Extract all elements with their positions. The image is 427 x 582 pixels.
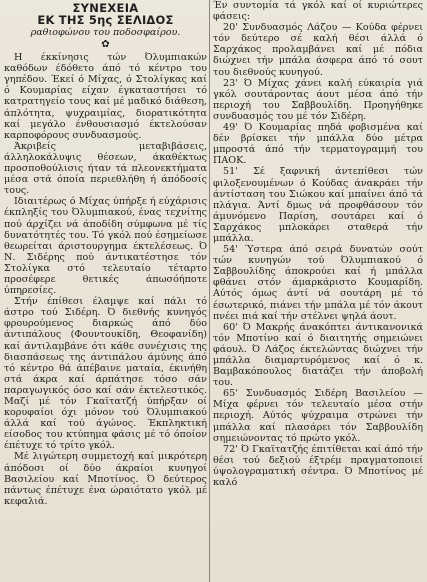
- match-event: 20' Συνδυασμός Λάζου — Κούδα φέρνει τόν δεύτερο σέ καλή θέσι άλλά ό Σαρχάκος προλαμβάνει καί μέ πόδια διώχνει τήν μπάλα άσφερα άπό τό σουτ του διεθνούς κυνηγού.: [213, 22, 423, 78]
- article-paragraph: Ιδιαιτέρως ό Μίχας ύπήρξε ή εύχάρισις έκπληξίς του Όλυμπιακού, ένας τεχνίτης πού άρχίζει νά άποδίδη σύμφωνα μέ τίς δυνατότητές του. Τό γκόλ πού έσημείωσε θεωρείται άριστουργημα έκτελέσεως. Ό Ν. Σιδέρης πού άντικατέστησε τόν Στολίγκα στό τελευταίο τέταρτο προσέφερε θετικές άπωσόήποτε ύπηρεσίες.: [4, 196, 207, 297]
- column-rule: [209, 0, 210, 582]
- match-event: 60' Ό Μακρής άνακόπτει άντικανονικά τόν Μποτίνο καί ό διαιτητής σημειώνει φάουλ. Ό Λάζος έκτελώντας διώχνει τήν μπάλλα διαμαρτυρόμενος καί ό κ. Βαμβακόπουλος διατάζει τήν άποβολή του.: [213, 321, 423, 389]
- article-paragraph: Έν συντομία τά γκόλ καί οί κυριώτερες φάσεις:: [213, 0, 423, 23]
- match-event: 54' Ύστερα άπό σειρά δυνατών σούτ τών κυνηγών τού Όλυμπιακού ό Σαββουλίδης άποκρούει καί ή μπάλλα φθάνει στόν άμαρκάριστο Κουμαρίδη. Αύτός όμως άντί νά σουτάρη μέ τό έσωτερικό, πιάνει τήν μπάλα μέ τόν άκουτ πνέει πιά καί τήν στέλνει ψηλά άουτ.: [213, 244, 423, 322]
- article-paragraph: Μέ λιγώτερη συμμετοχή καί μικρότερη άπόδοσι οί δύο άκραίοι κυνηγοί Βασιλείου καί Μποτίνος. Ό δεύτερος πάντως έπέτυχε ένα ώραιότατο γκόλ μέ κεφαλιά.: [4, 451, 207, 507]
- match-event: 23' Ό Μίχας χάνει καλή εύκαιρία γιά γκόλ σουτάροντας άουτ μέσα άπό τήν περιοχή του Σαββουλίδη. Προηγήθηκε συνδυασμός του μέ τόν Σιδέρη.: [213, 77, 423, 122]
- article-paragraph: Άκριβείς μεταβιβάσεις, άλληλοκάλυψις θέσεων, άκαθέκτως προσποθούλισις ήταν τά πλεονεκτήματα μέσα στά όποία περιεθλήθη ή άπόδοσίς τους.: [4, 140, 207, 197]
- right-column: [213, 0, 423, 582]
- flower-ornament-icon: ✿: [101, 39, 110, 51]
- continuation-heading: ΣΥΝΕΧΕΙΑ: [72, 1, 139, 15]
- match-event: 51' Σέ ξαφνική άντεπίθεσι τών φιλοξενουμένων ό Κούδας άνακράει τήν άντίσταση του Σιώκου καί μπαίνει άπό τά πλάγια. Άντί δμως νά προφθάσουν τόν άμυνόμενο Παρίση, σουτάρει καί ό Σαρχάκος μπλοκάρει σταθερά τήν μπάλλα.: [213, 166, 423, 244]
- match-event: 49' Ό Κουμαρίας πηδά φοβισμένα καί δέν βρίσκει τήν μπάλλα δύο μέτρα μπροστά άπό τήν τερματογραμμή του ΠΑΟΚ.: [213, 122, 423, 167]
- article-paragraph: Η έκκίνησις τών Όλυμπιακών καθόδων έδόθετο άπό τό κέντρο του γηπέδου. Έκεί ό Μίχας, ό Στολίγκας καί ό Κουμαρίας είχαν έγκαταστήσει τό κατρατηγείο τους καί μέ μαδικό διάθεση, άπλότητα, ψυχραιμίας, διορατικότητα καί μεγάλο ένθουσιασμό έκτελούσαν καρποφόρους συνδυασμούς.: [4, 52, 207, 141]
- continuation-subheading: ΕΚ ΤΗΣ 5ης ΣΕΛΙΔΟΣ: [37, 13, 174, 27]
- match-event: 72' Ό Γκαϊτατζής έπιτίθεται καί άπό τήν θέσι τού δεξιού έξτρέμ πραγματοποιεί ύψολογραματική σέντρα. Ό Μποτίνος μέ καλό: [213, 443, 423, 489]
- left-column: [4, 0, 207, 582]
- match-event: 65' Συνδυασμός Σιδέρη Βασιλείου — Μίχα φέρνει τόν τελευταίο μέσα στήν περιοχή. Αύτός ψύχραιμα στρώνει τήν μπάλλα καί πλασάρει τόν Σαββουλίδη σημειώνοντας τό πρώτο γκόλ.: [213, 388, 423, 444]
- opening-fragment: ραθιοφώνου του ποδοσφαίρου.: [30, 27, 181, 38]
- article-paragraph: Στήν έπίθεσι έλαμψε καί πάλι τό άστρο τού Σιδέρη. Ό διεθνής κυνηγός φρουρούμενος διαρκώς άπό δύο άντιπάλους (Φουντουκίδη, Θεοφανίδη) καί άντιλαμβάνε ότι κάθε συνέχισις της διασπάσεως της άντιπάλου άμύνης άπό τό κέντρο θά άπέβαινε ματαία, έκινήθη στά άκρα καί άρπάτησε τόσο σάν παραγωγικός όσο καί σάν έκτελεστικός. Μαζί μέ τόν Γκαϊτατζή ύπήρξαν οί κορυφαίοι όχι μόνον τού Όλυμπιακού άλλά καί τού άγώνος. Έκπληκτική είσοδος του κτύπημα φάσις μέ τό όποίον έπέτυχε τό τρίτο γκόλ.: [4, 296, 207, 452]
